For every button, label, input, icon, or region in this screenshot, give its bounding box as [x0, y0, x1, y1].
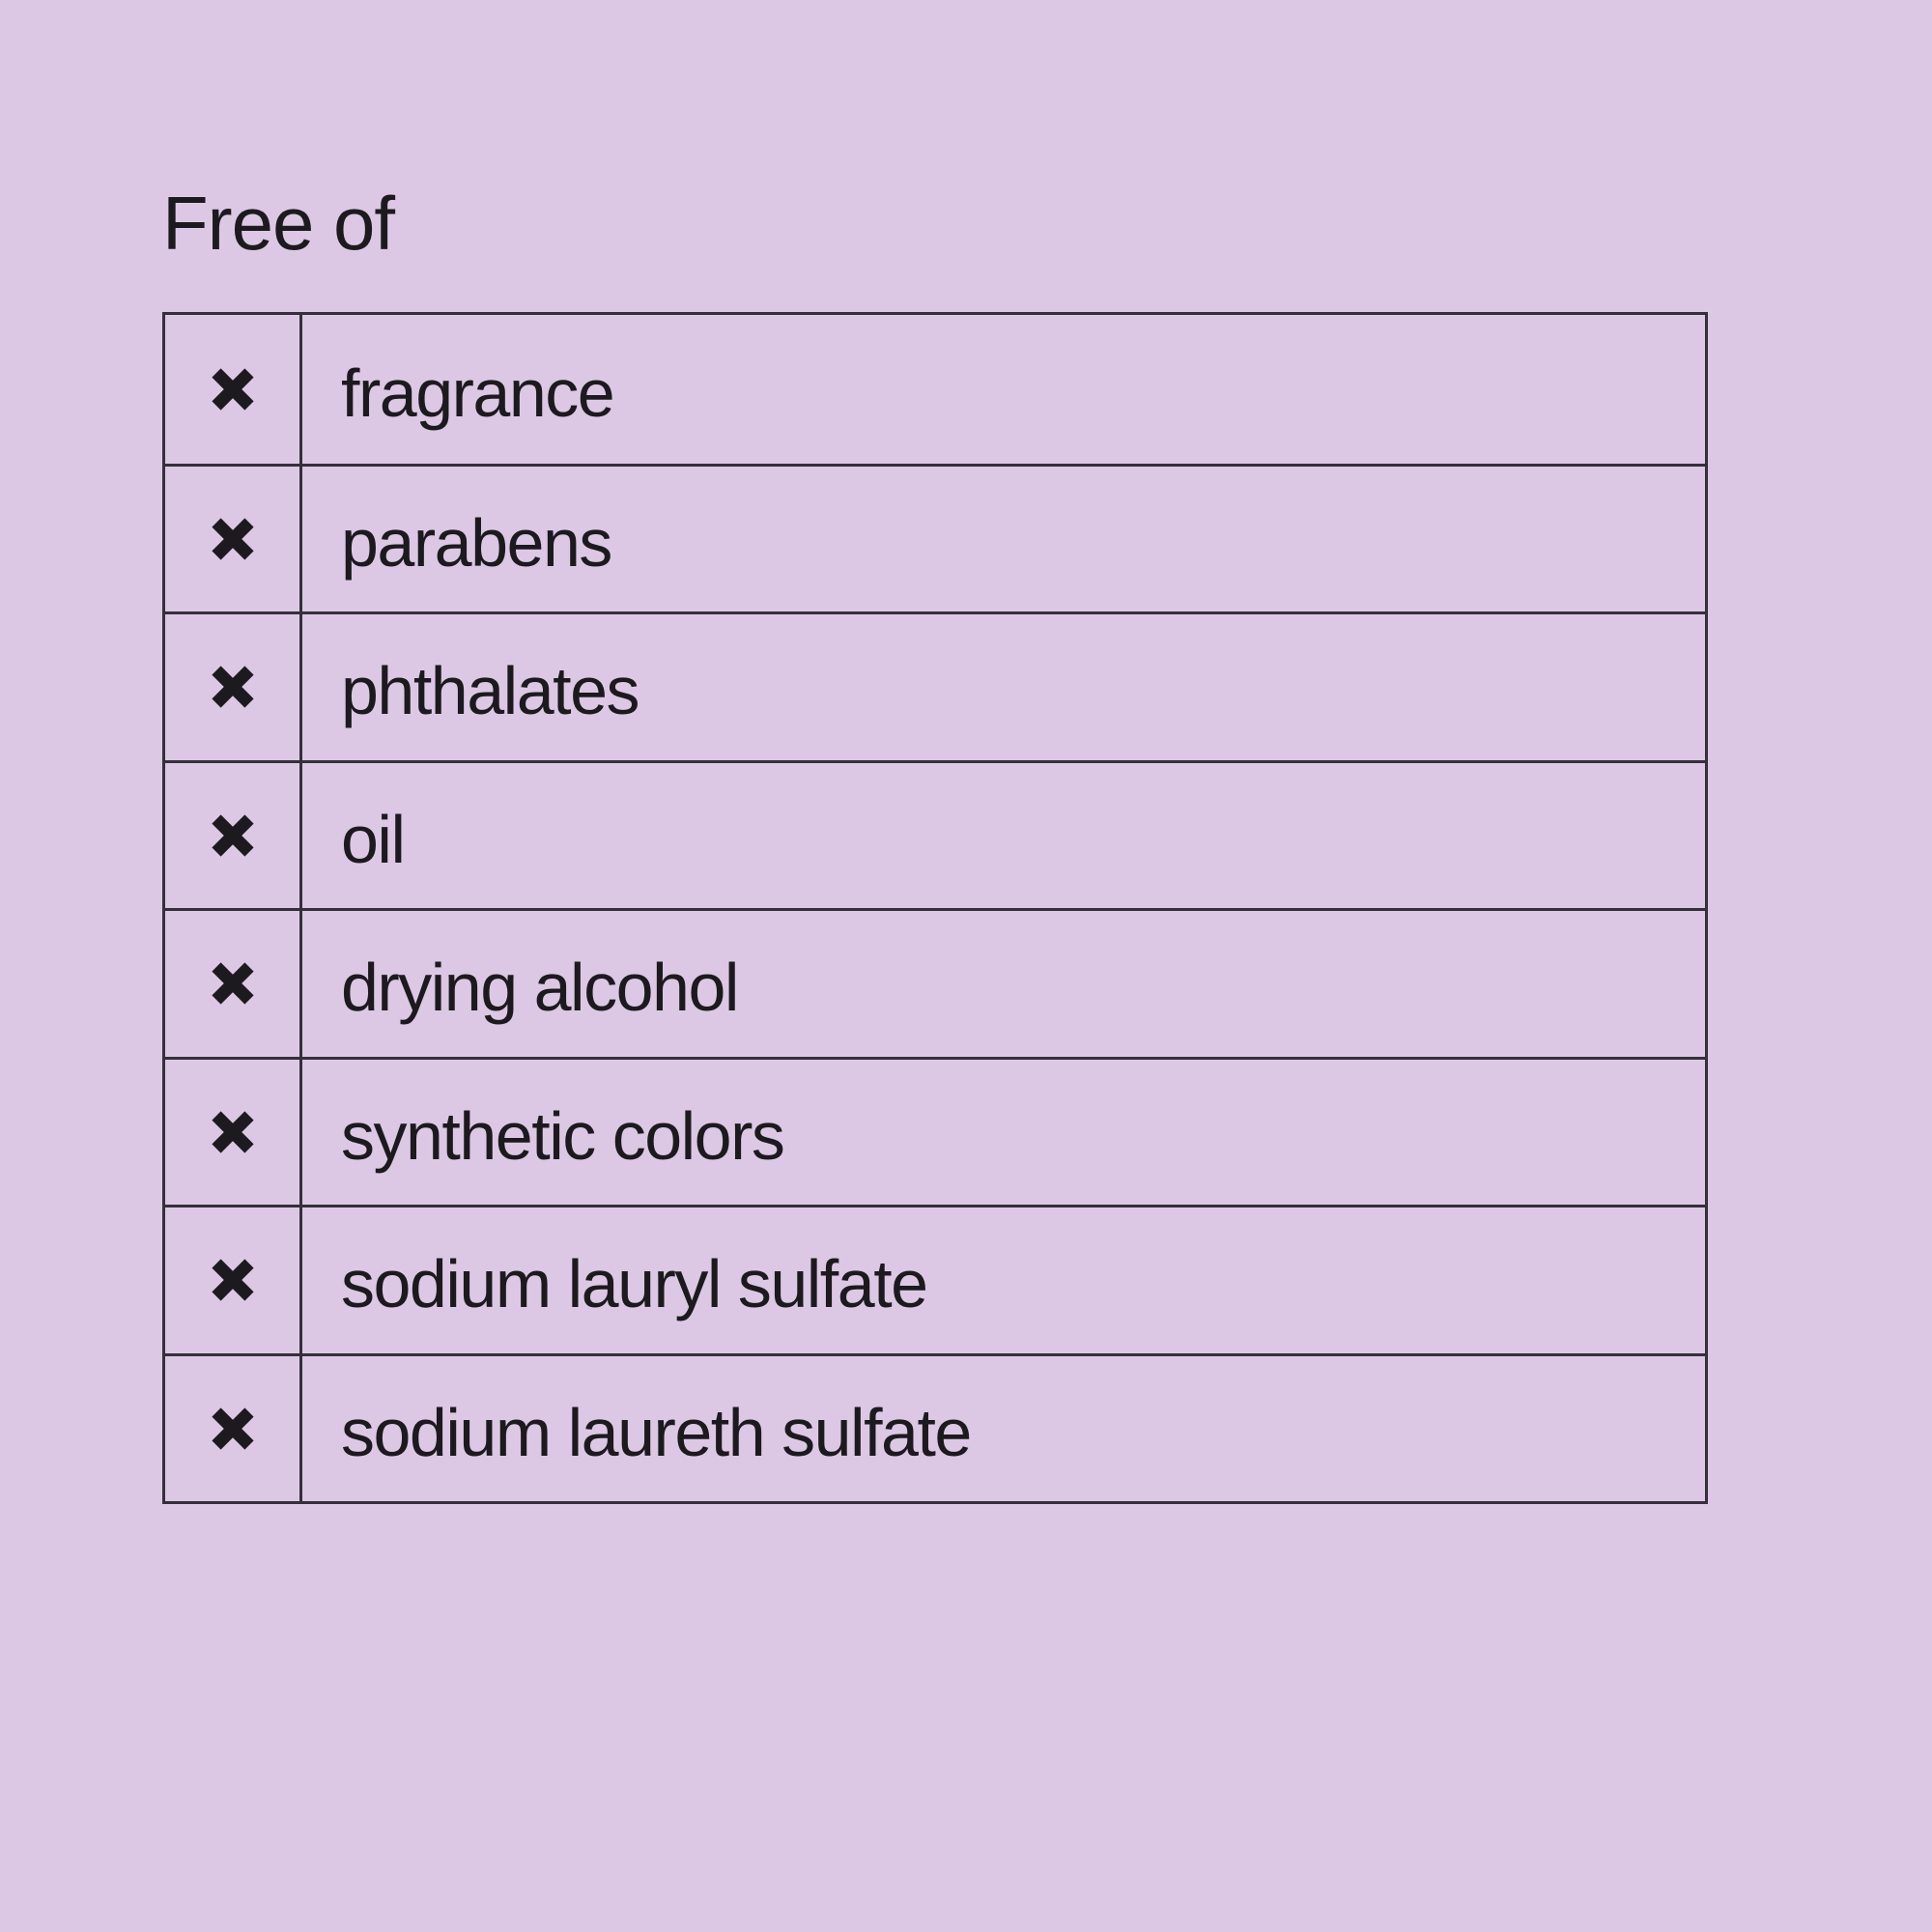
x-mark-icon	[210, 366, 256, 412]
x-mark-icon	[210, 812, 256, 859]
table-row	[165, 1057, 1705, 1206]
x-mark-cell	[165, 1356, 302, 1502]
x-mark-icon	[210, 1257, 256, 1303]
table-row	[165, 1353, 1705, 1502]
x-mark-icon	[210, 1406, 256, 1452]
ingredient-label: phthalates	[341, 653, 639, 729]
page-title: Free of	[162, 181, 395, 266]
x-mark-icon	[210, 664, 256, 710]
x-mark-icon	[210, 516, 256, 562]
x-mark-icon	[210, 1109, 256, 1155]
x-mark-cell	[165, 467, 302, 612]
x-mark-cell	[165, 1208, 302, 1353]
table-row	[165, 908, 1705, 1057]
ingredient-label: fragrance	[341, 355, 614, 431]
x-mark-cell	[165, 911, 302, 1057]
x-mark-cell	[165, 763, 302, 909]
table-row	[165, 464, 1705, 612]
ingredient-label: sodium lauryl sulfate	[341, 1246, 927, 1322]
table-row	[165, 315, 1705, 464]
table-row	[165, 1205, 1705, 1353]
x-mark-cell	[165, 315, 302, 464]
free-of-table	[162, 312, 1708, 1504]
table-row	[165, 760, 1705, 909]
table-row	[165, 611, 1705, 760]
ingredient-label: parabens	[341, 504, 611, 581]
x-mark-cell	[165, 1060, 302, 1206]
x-mark-icon	[210, 960, 256, 1007]
ingredient-label: synthetic colors	[341, 1097, 784, 1174]
x-mark-cell	[165, 614, 302, 760]
ingredient-label: drying alcohol	[341, 950, 738, 1026]
ingredient-label: oil	[341, 801, 405, 877]
ingredient-label: sodium laureth sulfate	[341, 1394, 971, 1470]
